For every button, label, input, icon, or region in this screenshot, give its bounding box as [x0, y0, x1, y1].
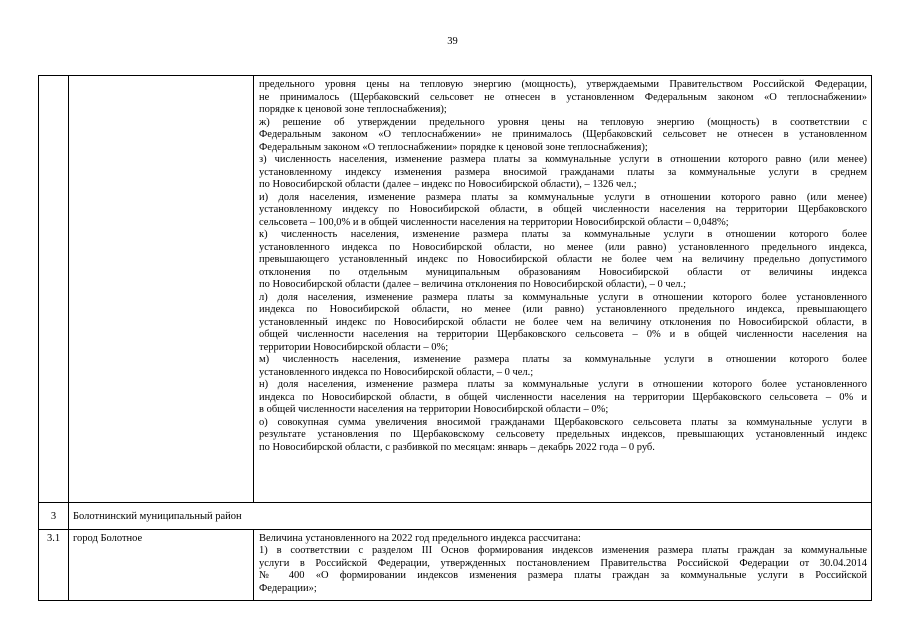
- text-line: индекса по Новосибирской области, в общей численности населения на территории Щербаковского сельсовета – 0% и: [259, 391, 867, 403]
- text-line: з) численность населения, изменение размера платы за коммунальные услуги в отношении которого равно (или менее): [259, 154, 867, 165]
- text-line: общей численности населения на территории Щербаковского сельсовета – 0% и в общей численности населения на: [259, 329, 867, 340]
- text-line: услуги в Российской Федерации, утвержденных постановлением Правительства Российской Федерации от 30.04.2014: [259, 557, 867, 569]
- text-line: ж) решение об утверждении предельного уровня цены на тепловую энергию (мощность) в соответствии с: [259, 116, 867, 128]
- text-line: н) доля населения, изменение размера платы за коммунальные услуги в отношении которого более установленного: [259, 379, 867, 390]
- municipality-name: город Болотное: [69, 529, 254, 600]
- text-line: индекса по Новосибирской области, но менее (или равно) установленного предельного индекса, превышающего: [259, 304, 867, 315]
- section-title: Болотнинский муниципальный район: [69, 503, 872, 530]
- text-line: № 400 «О формировании индексов изменения размера платы граждан за коммунальные услуги в Российской: [259, 570, 867, 582]
- text-line: Величина установленного на 2022 год предельного индекса рассчитана:: [259, 532, 581, 544]
- text-line: Федерации»;: [259, 582, 317, 594]
- text-line: по Новосибирской области (далее – величина отклонения по Новосибирской области), – 0 чел.;: [259, 279, 687, 290]
- table-row-section: [39, 503, 872, 530]
- text-line: предельного уровня цены на тепловую энергию (мощность), утверждаемыми Правительством Российской Федерации,: [259, 79, 867, 90]
- description-text: [254, 76, 872, 503]
- text-line: результате установления по Щербаковскому сельсовету предельных индексов, превышающих установленный индекс: [259, 429, 867, 440]
- text-line: установленному индексу по Новосибирской области, в общей численности населения на территории Щербаковского: [259, 204, 867, 215]
- table-row: [39, 529, 872, 600]
- text-line: сельсовета – 100,0% и в общей численности населения на территории Новосибирской области – 0,048%;: [259, 216, 729, 228]
- paragraph-lines: [259, 79, 867, 454]
- text-line: и) доля населения, изменение размера платы за коммунальные услуги в отношении которого равно (или менее): [259, 191, 867, 203]
- text-line: в общей численности населения на территории Новосибирской области – 0%;: [259, 404, 609, 415]
- text-line: установленному индексу изменения размера вносимой гражданами платы за коммунальные услуги в среднем: [259, 166, 867, 178]
- text-line: м) численность населения, изменение размера платы за коммунальные услуги в отношении которого более: [259, 354, 867, 365]
- text-line: не принималось (Щербаковский сельсовет не отнесен в установленном Федеральным законом «О теплоснабжении»: [259, 91, 867, 103]
- table-row: [39, 76, 872, 503]
- text-line: Федеральным законом «О теплоснабжении» не принималось (Щербаковский сельсовет не отнесен в установленном: [259, 129, 867, 140]
- text-line: по Новосибирской области (далее – индекс по Новосибирской области), – 1326 чел.;: [259, 179, 637, 190]
- text-line: о) совокупная сумма увеличения вносимой гражданами Щербаковского сельсовета платы за коммунальные услуги в: [259, 416, 867, 428]
- row-number: 3.1: [39, 529, 69, 600]
- text-line: л) доля населения, изменение размера платы за коммунальные услуги в отношении которого более установленного: [259, 291, 867, 303]
- paragraph-lines: [259, 533, 867, 596]
- document-table: [38, 75, 872, 601]
- text-line: превышающего установленный индекс по Новосибирской области не более чем на величину предельно допустимого: [259, 254, 867, 265]
- text-line: установленный индекс по Новосибирской области не более чем на величину отклонения по Новосибирской области, в: [259, 316, 867, 328]
- text-line: 1) в соответствии с разделом III Основ формирования индексов изменения размера платы граждан за коммунальные: [259, 545, 867, 557]
- text-line: к) численность населения, изменение размера платы за коммунальные услуги в отношении которого более: [259, 229, 867, 240]
- page-number: 39: [447, 36, 458, 47]
- section-number: 3: [39, 503, 69, 530]
- text-line: установленного индекса по Новосибирской области, – 0 чел.;: [259, 366, 534, 378]
- row-number: [39, 76, 69, 503]
- text-line: отклонения по отдельным муниципальным образованиям Новосибирской области от величины индекса: [259, 266, 867, 278]
- text-line: Федеральным законом «О теплоснабжении» порядке к ценовой зоне теплоснабжения);: [259, 141, 648, 153]
- text-line: установленного индекса по Новосибирской области, но менее (или равно) установленного предельного индекса,: [259, 241, 867, 253]
- text-line: территории Новосибирской области – 0%;: [259, 341, 449, 353]
- description-text: [254, 529, 872, 600]
- text-line: по Новосибирской области, с разбивкой по месяцам: январь – декабрь 2022 года – 0 руб.: [259, 441, 655, 453]
- municipality-name: [69, 76, 254, 503]
- text-line: порядке к ценовой зоне теплоснабжения);: [259, 104, 447, 115]
